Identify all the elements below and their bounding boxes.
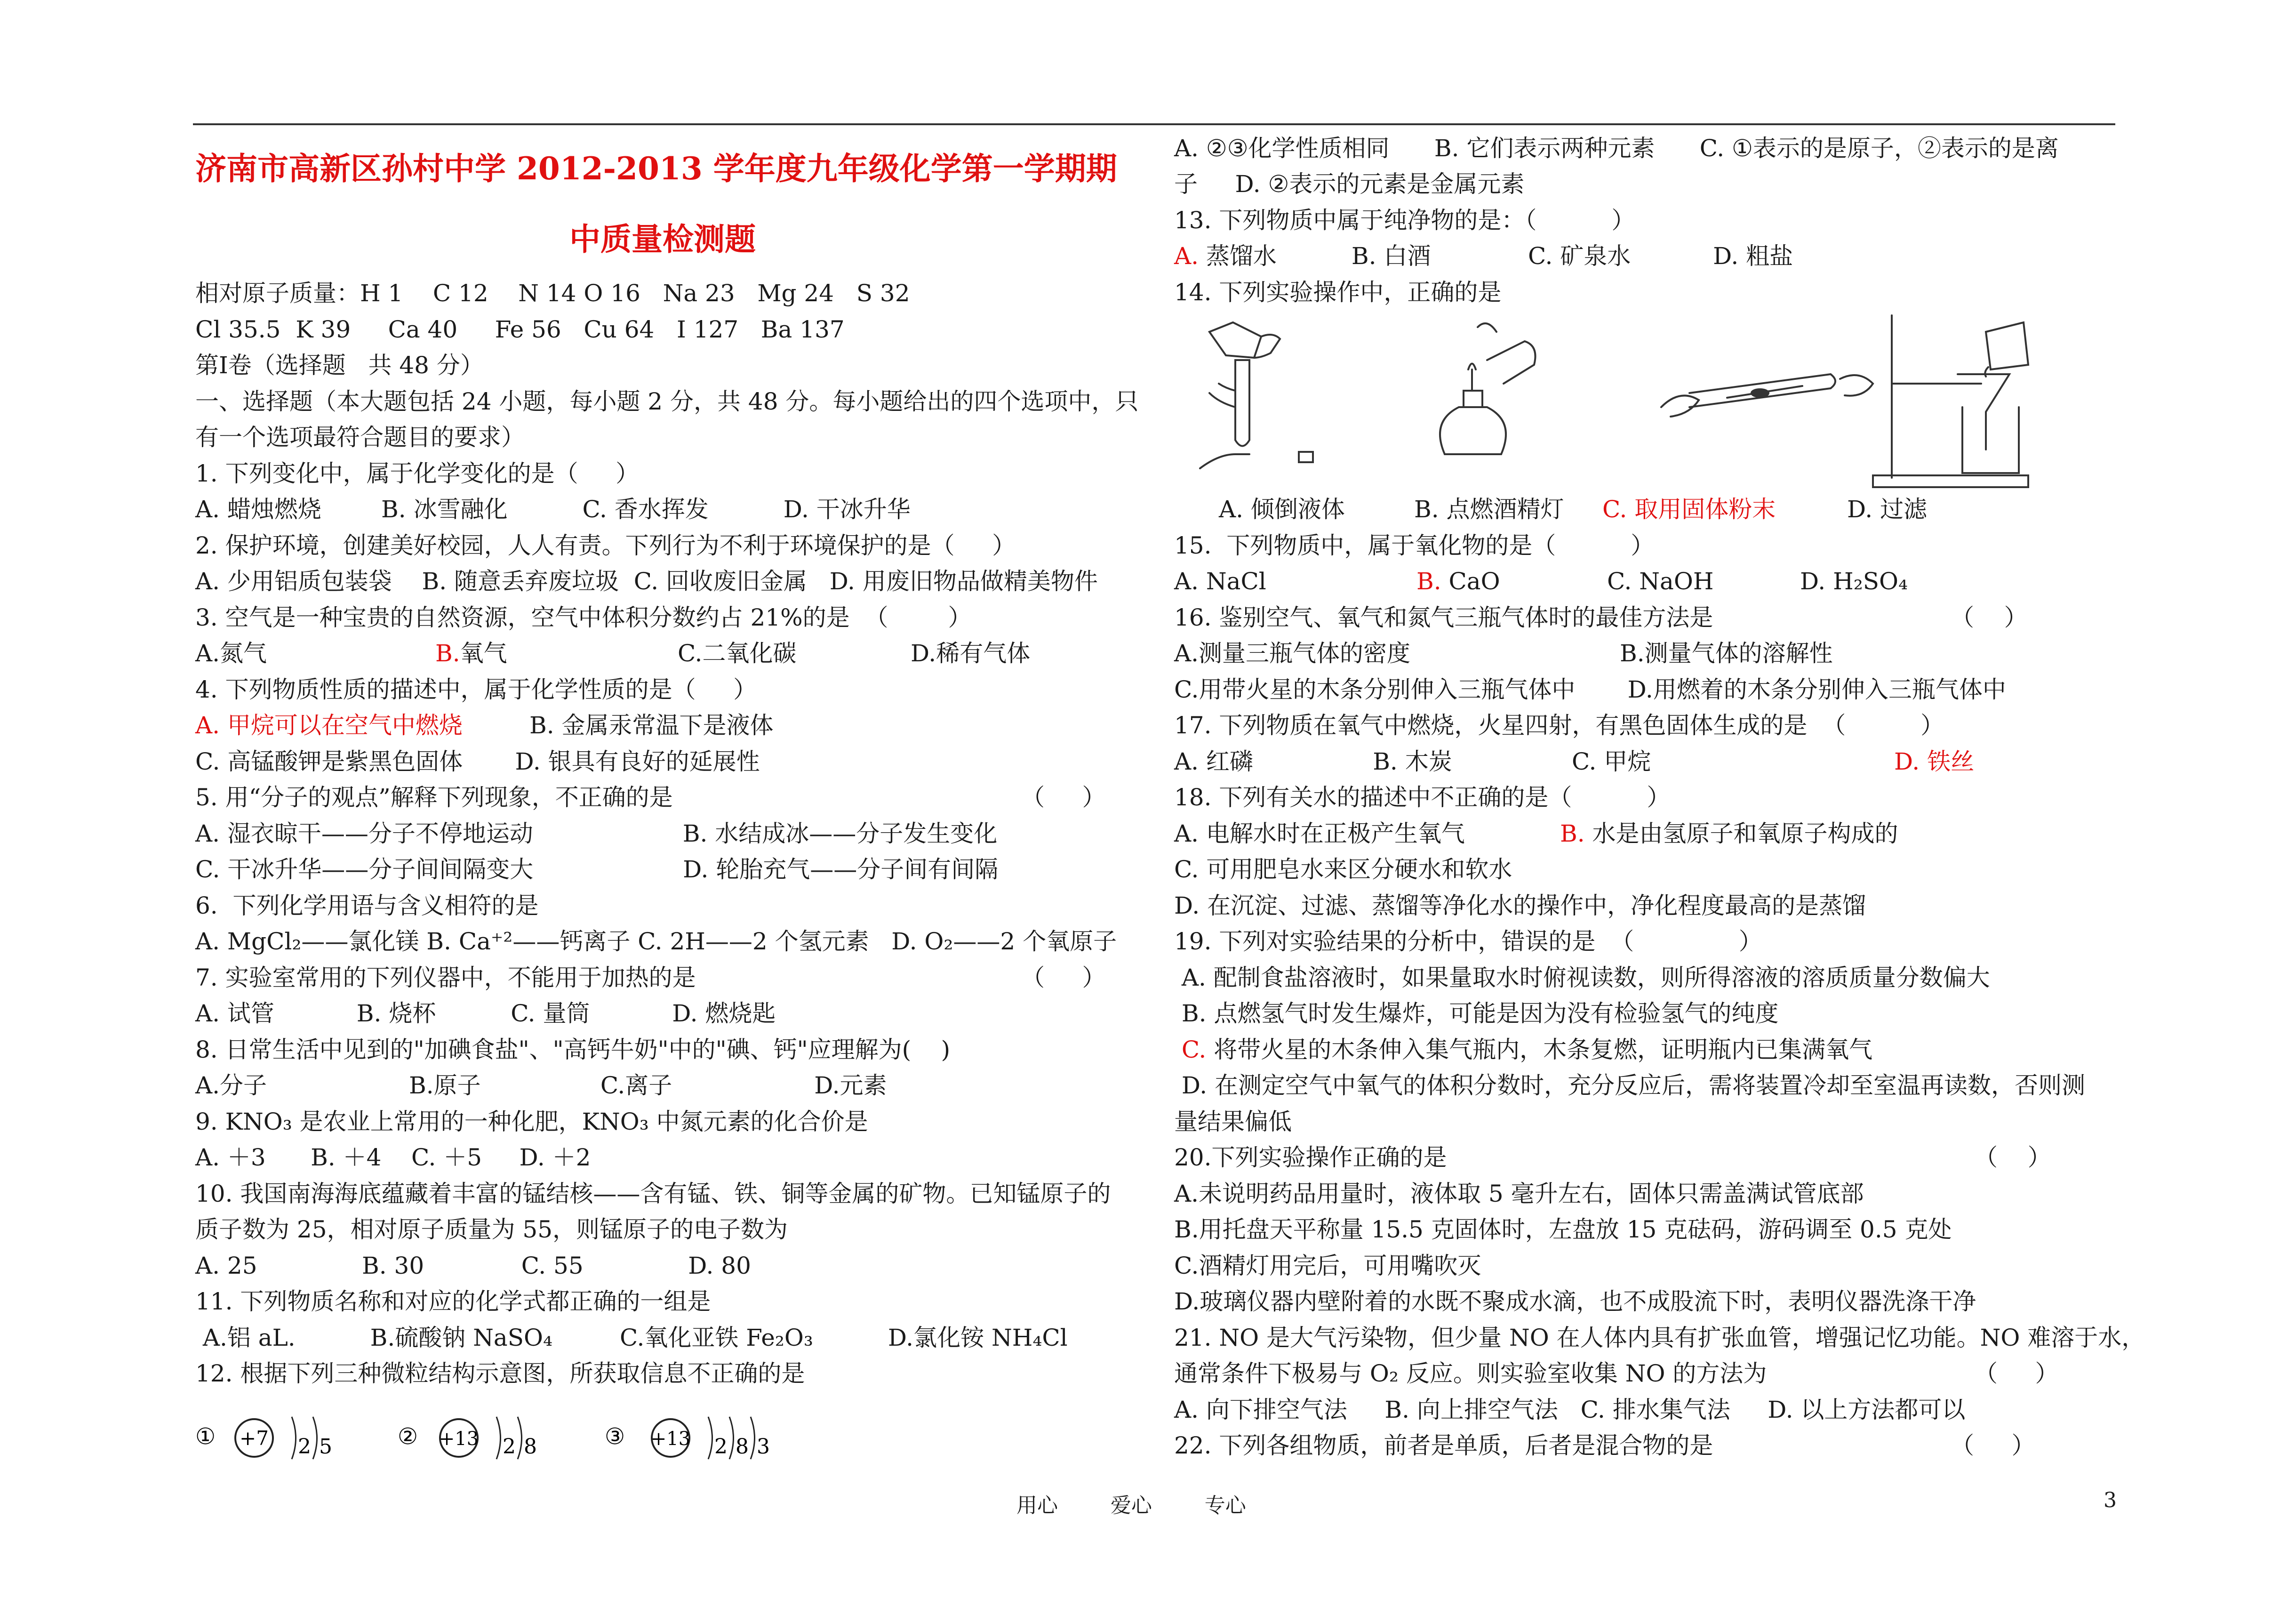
question-1: 1. 下列变化中，属于化学变化的是（ ） bbox=[195, 460, 640, 487]
question-10-line1: 10. 我国南海海底蕴藏着丰富的锰结核——含有锰、铁、铜等金属的矿物。已知锰原子的 bbox=[195, 1180, 1111, 1207]
question-3-option-b bbox=[435, 635, 507, 672]
question-21-options: A. 向下排空气法 B. 向上排空气法 C. 排水集气法 D. 以上方法都可以 bbox=[1174, 1396, 1966, 1423]
atom-3-shell-1: 2 bbox=[714, 1435, 728, 1459]
intro-line2: 有一个选项最符合题目的要求） bbox=[195, 424, 525, 451]
question-15-option-b bbox=[1416, 563, 1500, 600]
question-11: 11. 下列物质名称和对应的化学式都正确的一组是 bbox=[195, 1288, 711, 1315]
question-4: 4. 下列物质性质的描述中，属于化学性质的是（ ） bbox=[195, 676, 757, 703]
question-21-line2: 通常条件下极易与 O₂ 反应。则实验室收集 NO 的方法为 bbox=[1174, 1360, 1767, 1387]
page-number: 3 bbox=[2104, 1488, 2117, 1512]
atom-3-shell-3: 3 bbox=[757, 1435, 770, 1459]
question-15-option-a: A. NaCl bbox=[1174, 568, 1266, 595]
answer-mark: B. bbox=[1416, 568, 1441, 595]
answer-mark: A. bbox=[1174, 242, 1199, 270]
question-9-options: A. ＋3 B. ＋4 C. ＋5 D. ＋2 bbox=[195, 1144, 591, 1171]
question-18-option-d: D. 在沉淀、过滤、蒸馏等净化水的操作中，净化程度最高的是蒸馏 bbox=[1174, 892, 1866, 919]
question-2-options: A. 少用铝质包装袋 B. 随意丢弃废垃圾 C. 回收废旧金属 D. 用废旧物品做精美物件 bbox=[195, 568, 1098, 595]
question-5: 5. 用“分子的观点”解释下列现象，不正确的是 bbox=[195, 784, 673, 811]
question-12-options-line2: 子 D. ②表示的元素是金属元素 bbox=[1174, 170, 1525, 198]
question-15-option-b-text: CaO bbox=[1441, 568, 1500, 595]
question-5-options-cd: C. 干冰升华——分子间间隔变大 D. 轮胎充气——分子间有间隔 bbox=[195, 856, 999, 883]
question-14-option-b: B. 点燃酒精灯 bbox=[1414, 496, 1564, 523]
question-12-options-line1: A. ②③化学性质相同 B. 它们表示两种元素 C. ①表示的是原子，②表示的是离 bbox=[1174, 135, 2059, 162]
answer-mark: B. bbox=[435, 640, 460, 667]
atomic-mass-line2: Cl 35.5 K 39 Ca 40 Fe 56 Cu 64 I 127 Ba 137 bbox=[195, 316, 845, 343]
question-18-option-b-text: 水是由氢原子和氧原子构成的 bbox=[1584, 820, 1898, 847]
question-6-options: A. MgCl₂——氯化镁 B. Ca⁺²——钙离子 C. 2H——2 个氢元素 D. O₂——2 个氧原子 bbox=[195, 928, 1117, 955]
question-16-options-cd: C.用带火星的木条分别伸入三瓶气体中 D.用燃着的木条分别伸入三瓶气体中 bbox=[1174, 676, 2006, 703]
footer-motto: 用心 爱心 专心 bbox=[1016, 1494, 1246, 1518]
question-14-option-a: A. 倾倒液体 bbox=[1219, 496, 1345, 523]
question-3: 3. 空气是一种宝贵的自然资源，空气中体积分数约占 21%的是 （ ） bbox=[195, 604, 972, 631]
pouring-liquid-illustration bbox=[1200, 322, 1313, 468]
question-19-option-a: A. 配制食盐溶液时，如果量取水时俯视读数，则所得溶液的溶质质量分数偏大 bbox=[1174, 964, 1990, 991]
question-15: 15. 下列物质中，属于氧化物的是（ ） bbox=[1174, 532, 1655, 559]
answer-mark: C. bbox=[1174, 1036, 1207, 1063]
atom-2-shell-1: 2 bbox=[503, 1435, 516, 1459]
question-15-option-d: D. H₂SO₄ bbox=[1800, 568, 1908, 595]
question-7: 7. 实验室常用的下列仪器中，不能用于加热的是 bbox=[195, 964, 696, 991]
atom-3-shell-2: 8 bbox=[736, 1435, 749, 1459]
question-21-paren: （ ） bbox=[1974, 1360, 2059, 1387]
question-17-options-abc: A. 红磷 B. 木炭 C. 甲烷 bbox=[1174, 748, 1651, 775]
atom-diagram-2 bbox=[398, 1417, 537, 1459]
atom-2-shell-2: 8 bbox=[524, 1435, 537, 1459]
atom-1-label: ① bbox=[195, 1423, 216, 1450]
atom-2-nucleus: +13 bbox=[439, 1428, 479, 1450]
question-20-paren: （ ） bbox=[1974, 1144, 2051, 1171]
atom-1-shell-2: 5 bbox=[319, 1435, 332, 1459]
question-12: 12. 根据下列三种微粒结构示意图，所获取信息不正确的是 bbox=[195, 1360, 805, 1387]
atom-diagram-3 bbox=[605, 1417, 770, 1459]
intro-line1: 一、选择题（本大题包括 24 小题，每小题 2 分，共 48 分。每小题给出的四个选项中，只 bbox=[195, 388, 1139, 415]
question-2: 2. 保护环境，创建美好校园，人人有责。下列行为不利于环境保护的是（ ） bbox=[195, 532, 1016, 559]
question-18-option-a: A. 电解水时在正极产生氧气 bbox=[1174, 820, 1465, 847]
question-18: 18. 下列有关水的描述中不正确的是（ ） bbox=[1174, 784, 1671, 811]
page-title-line2: 中质量检测题 bbox=[569, 221, 756, 257]
atom-3-label: ③ bbox=[605, 1423, 625, 1450]
question-3-option-d: D.稀有气体 bbox=[911, 640, 1031, 667]
lab-operation-illustrations bbox=[1191, 313, 2038, 492]
atomic-mass-line1: 相对原子质量：H 1 C 12 N 14 O 16 Na 23 Mg 24 S 32 bbox=[195, 280, 910, 307]
question-19: 19. 下列对实验结果的分析中，错误的是 （ ） bbox=[1174, 928, 1762, 955]
question-11-options: A.铝 aL. B.硫酸钠 NaSO₄ C.氧化亚铁 Fe₂O₃ D.氯化铵 NH₄Cl bbox=[195, 1324, 1068, 1351]
question-14-option-c: C. 取用固体粉末 bbox=[1602, 496, 1776, 523]
alcohol-lamp-illustration bbox=[1440, 323, 1536, 454]
question-4-option-b: B. 金属汞常温下是液体 bbox=[529, 712, 774, 739]
question-18-option-b bbox=[1560, 816, 1898, 852]
atom-diagram-1 bbox=[195, 1417, 332, 1459]
question-19-option-d-line1: D. 在测定空气中氧气的体积分数时，充分反应后，需将装置冷却至室温再读数，否则测 bbox=[1174, 1072, 2085, 1099]
answer-mark: B. bbox=[1560, 820, 1585, 847]
question-20: 20.下列实验操作正确的是 bbox=[1174, 1144, 1447, 1171]
question-5-paren: （ ） bbox=[1021, 784, 1106, 811]
section-heading: 第Ⅰ卷（选择题 共 48 分） bbox=[195, 352, 484, 379]
question-22: 22. 下列各组物质，前者是单质，后者是混合物的是 bbox=[1174, 1432, 1713, 1459]
question-3-option-b-text: 氧气 bbox=[460, 640, 507, 667]
question-7-paren: （ ） bbox=[1021, 964, 1106, 991]
solid-powder-illustration bbox=[1661, 374, 1873, 417]
question-13-options-text: 蒸馏水 B. 白酒 C. 矿泉水 D. 粗盐 bbox=[1199, 242, 1793, 270]
question-14: 14. 下列实验操作中，正确的是 bbox=[1174, 279, 1502, 306]
question-19-option-c-text: 将带火星的木条伸入集气瓶内，木条复燃，证明瓶内已集满氧气 bbox=[1206, 1036, 1873, 1063]
question-17-option-d: D. 铁丝 bbox=[1894, 748, 1975, 775]
question-3-option-a: A.氮气 bbox=[195, 640, 267, 667]
question-16-paren: （ ） bbox=[1951, 604, 2028, 631]
atom-3-nucleus: +13 bbox=[650, 1428, 691, 1450]
atom-structure-diagrams bbox=[195, 1407, 835, 1469]
question-18-option-c: C. 可用肥皂水来区分硬水和软水 bbox=[1174, 856, 1512, 883]
question-16: 16. 鉴别空气、氧气和氮气三瓶气体时的最佳方法是 bbox=[1174, 604, 1713, 631]
question-7-options: A. 试管 B. 烧杯 C. 量筒 D. 燃烧匙 bbox=[195, 1000, 776, 1027]
question-17: 17. 下列物质在氧气中燃烧，火星四射，有黑色固体生成的是 （ ） bbox=[1174, 712, 1944, 739]
question-20-option-b: B.用托盘天平称量 15.5 克固体时，左盘放 15 克砝码，游码调至 0.5 克处 bbox=[1174, 1216, 1952, 1243]
question-1-options: A. 蜡烛燃烧 B. 冰雪融化 C. 香水挥发 D. 干冰升华 bbox=[195, 496, 911, 523]
question-21-line1: 21. NO 是大气污染物，但少量 NO 在人体内具有扩张血管，增强记忆功能。NO 难溶于水， bbox=[1174, 1324, 2145, 1351]
question-4-option-a: A. 甲烷可以在空气中燃烧 bbox=[195, 712, 463, 739]
page-title: 济南市高新区孙村中学 2012-2013 学年度九年级化学第一学期期 bbox=[195, 150, 1117, 187]
filtering-illustration bbox=[1873, 315, 2028, 487]
question-20-option-c: C.酒精灯用完后，可用嘴吹灭 bbox=[1174, 1252, 1481, 1279]
question-3-option-c: C.二氧化碳 bbox=[678, 640, 797, 667]
question-10-line2: 质子数为 25，相对原子质量为 55，则锰原子的电子数为 bbox=[195, 1216, 788, 1243]
question-6: 6. 下列化学用语与含义相符的是 bbox=[195, 892, 539, 919]
question-13-options bbox=[1174, 238, 1793, 274]
question-15-option-c: C. NaOH bbox=[1607, 568, 1714, 595]
atom-1-nucleus: +7 bbox=[240, 1427, 269, 1450]
question-4-options-cd: C. 高锰酸钾是紫黑色固体 D. 银具有良好的延展性 bbox=[195, 748, 760, 775]
question-16-options-ab: A.测量三瓶气体的密度 B.测量气体的溶解性 bbox=[1174, 640, 1833, 667]
question-19-option-c bbox=[1174, 1032, 1872, 1068]
question-20-option-a: A.未说明药品用量时，液体取 5 毫升左右，固体只需盖满试管底部 bbox=[1174, 1180, 1864, 1207]
question-19-option-d-line2: 量结果偏低 bbox=[1174, 1108, 1292, 1135]
question-5-options-ab: A. 湿衣晾干——分子不停地运动 B. 水结成冰——分子发生变化 bbox=[195, 820, 998, 847]
question-22-paren: （ ） bbox=[1951, 1432, 2035, 1459]
atom-2-label: ② bbox=[398, 1423, 418, 1450]
question-9: 9. KNO₃ 是农业上常用的一种化肥，KNO₃ 中氮元素的化合价是 bbox=[195, 1108, 868, 1135]
question-20-option-d: D.玻璃仪器内壁附着的水既不聚成水滴，也不成股流下时，表明仪器洗涤干净 bbox=[1174, 1288, 1976, 1315]
question-14-option-d: D. 过滤 bbox=[1847, 496, 1928, 523]
question-19-option-b: B. 点燃氢气时发生爆炸，可能是因为没有检验氢气的纯度 bbox=[1174, 1000, 1779, 1027]
question-13: 13. 下列物质中属于纯净物的是：（ ） bbox=[1174, 207, 1635, 234]
question-8-options: A.分子 B.原子 C.离子 D.元素 bbox=[195, 1072, 887, 1099]
question-8: 8. 日常生活中见到的"加碘食盐"、"高钙牛奶"中的"碘、钙"应理解为( ) bbox=[195, 1036, 951, 1063]
question-10-options: A. 25 B. 30 C. 55 D. 80 bbox=[195, 1252, 751, 1279]
atom-1-shell-1: 2 bbox=[298, 1435, 311, 1459]
header-rule bbox=[193, 123, 2115, 125]
